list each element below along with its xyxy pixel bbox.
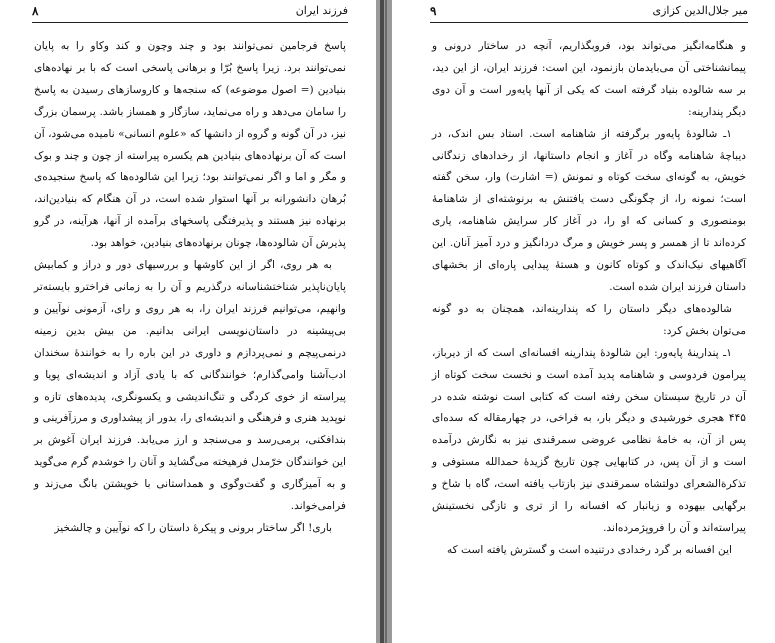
running-title: فرزند ایران xyxy=(295,4,348,17)
paragraph: ۱ـ پندارینهٔ پایه‌ور: این شالودهٔ پندارینه افسانه‌ای است که از دیرباز، پیرامون فردوسی و شاهنامه پدید آمده است و نخست سخت کوتاه از آن در تاریخ سیستان سخن رفته است که کتابی است نوشته شده در ۴۴۵ هجری خورشیدی و دیگر بار، به فراخی، در چهارمقاله که سده‌ای پس از آن، به خامهٔ نظامی عروضی سمرقندی نیز به نگارش درآمده است و از آن پس، در کتابهایی چون تاریخ گزیدهٔ حمدالله مستوفی و تذکرةالشعرای دولتشاه سمرقندی نیز بازتاب یافته است، گاه با شاخ و برگهایی بیهوده و زیانبار که افسانه را از تری و تازگی نخستینش پیراسته‌اند و آن را فروپژمرده‌اند. xyxy=(432,346,746,534)
left-page-body xyxy=(34,36,346,540)
right-page-header xyxy=(430,0,748,23)
paragraph: باری! اگر ساختار برونی و پیکرهٔ داستان را که نوآیین و چالشخیز xyxy=(54,521,332,534)
right-page-body xyxy=(432,36,746,562)
page-number: ۹ xyxy=(430,4,437,18)
paragraph: به هر روی، اگر از این کاوشها و بررسیهای دور و دراز و کمابیش پایان‌ناپذیر شناختشناسانه درگذریم و آن را به زمانی فراخترو بایسته‌تر وانهیم، می‌توانیم فرزند ایران را، به هر روی و رای، آزمونی نوآیین و بی‌پیشینه در داستان‌نویسی ایرانی بدانیم. من بیش بدین زمینه درنمی‌پیچم و نمی‌پردازم و داوری در این باره را به خوانندهٔ سخندان ادب‌آشنا وامی‌گذارم؛ خوانندگانی که با یادی آزاد و اندیشه‌ای پویا و پیراسته از خوی کردگی و تنگ‌اندیشی و یکسونگری، پدیده‌های تازه و نوپدید هنری و فرهنگی و اندیشه‌ای را، بدور از پیشداوری و مرزآفرینی و بندافکنی، برمی‌رسد و می‌سنجد و ارز می‌یابد. فرزند ایران آغوش بر این خوانندگان خرّمدل فرهیخته می‌گشاید و آنان را خوشدم گرم می‌گوید و به آمیزگاری و گفت‌وگوی و همداستانی با خویشتن بانگ می‌زند و فرامی‌خواند. xyxy=(34,259,346,513)
paragraph: پاسخ فرجامین نمی‌توانند بود و چند وچون و کند وکاو را به پایان نمی‌توانند برد. زیرا پاسخ بُرّا و برهانی پاسخی است که با بر نهاده‌های بنیادین (= اصول موضوعه) که سنجه‌ها و کاروسازهای رسیدن به پاسخ را سامان می‌دهد و راه می‌نماید، سازگار و همساز باشد. پرسمان بزرگ نیز، در آن گونه و گروه از دانشها که «علوم انسانی» نامیده می‌شود، آن است که آن برنهاده‌های بنیادین هم یکسره پیراسته از چون و چند و بوک و مگر و اما و اگر نمی‌توانند بود؛ زیرا این شالوده‌ها که پاسخ سنجیده‌ی بُرهان دانشورانه بر آنها استوار شده است، در آن هنگام که بنیادین‌اند، برنهاده نیز هستند و پذیرفتگی پاسخهای برآمده از آنها، هرآینه، در گرو پذیرش آن شالوده‌ها، چونان برنهاده‌های بنیادین، خواهد بود. xyxy=(34,40,346,250)
running-title: میر جلال‌الدین کزازی xyxy=(652,4,748,17)
paragraph: این افسانه بر گرد رخدادی درتنیده است و گسترش یافته است که xyxy=(446,543,732,556)
left-page-header xyxy=(32,0,348,23)
paragraph: ۱ـ شالودهٔ پایه‌ور برگرفته از شاهنامه است. استاد بس اندک، در دیباچهٔ شاهنامه وگاه در آغاز و انجام داستانها، از رخدادهای زندگانی خویش، به گونه‌ای سخت کوتاه و نمونش (= اشارت) وار، سخن گفته است؛ نمونه را، از چگونگی دست یافتنش به برنوشته‌ای از شاهنامهٔ بومنصوری و کسانی که او را، در آغاز کار سرایش شاهنامه، یاری کرده‌اند تا از همسر و پسر خویش و مرگ دردانگیز و درد آمیز آنان. این آگاهیهای نیک‌اندک و کوتاه کانون و هستهٔ پیدایی پاره‌ای از بخشهای داستان فرزند ایران شده است. xyxy=(432,127,746,293)
right-page xyxy=(392,0,775,643)
paragraph: شالوده‌های دیگر داستان را که پندارینه‌اند، همچنان به دو گونه می‌توان بخش کرد: xyxy=(432,302,746,337)
left-page xyxy=(0,0,376,643)
book-gutter xyxy=(376,0,392,643)
gutter-shadow xyxy=(385,0,387,643)
paragraph: و هنگامه‌انگیز می‌تواند بود، فروبگذاریم، آنچه در ساختار درونی و پیمانشناختی آن می‌بایدمان بازنمود، این است: فرزند ایران، از این دید، بر سه شالوده بنیاد گرفته است که یکی از آنها پایه‌ور است و آن دوی دیگر پندارینه: xyxy=(432,40,746,118)
page-number: ۸ xyxy=(32,4,39,18)
gutter-shadow xyxy=(380,0,384,643)
